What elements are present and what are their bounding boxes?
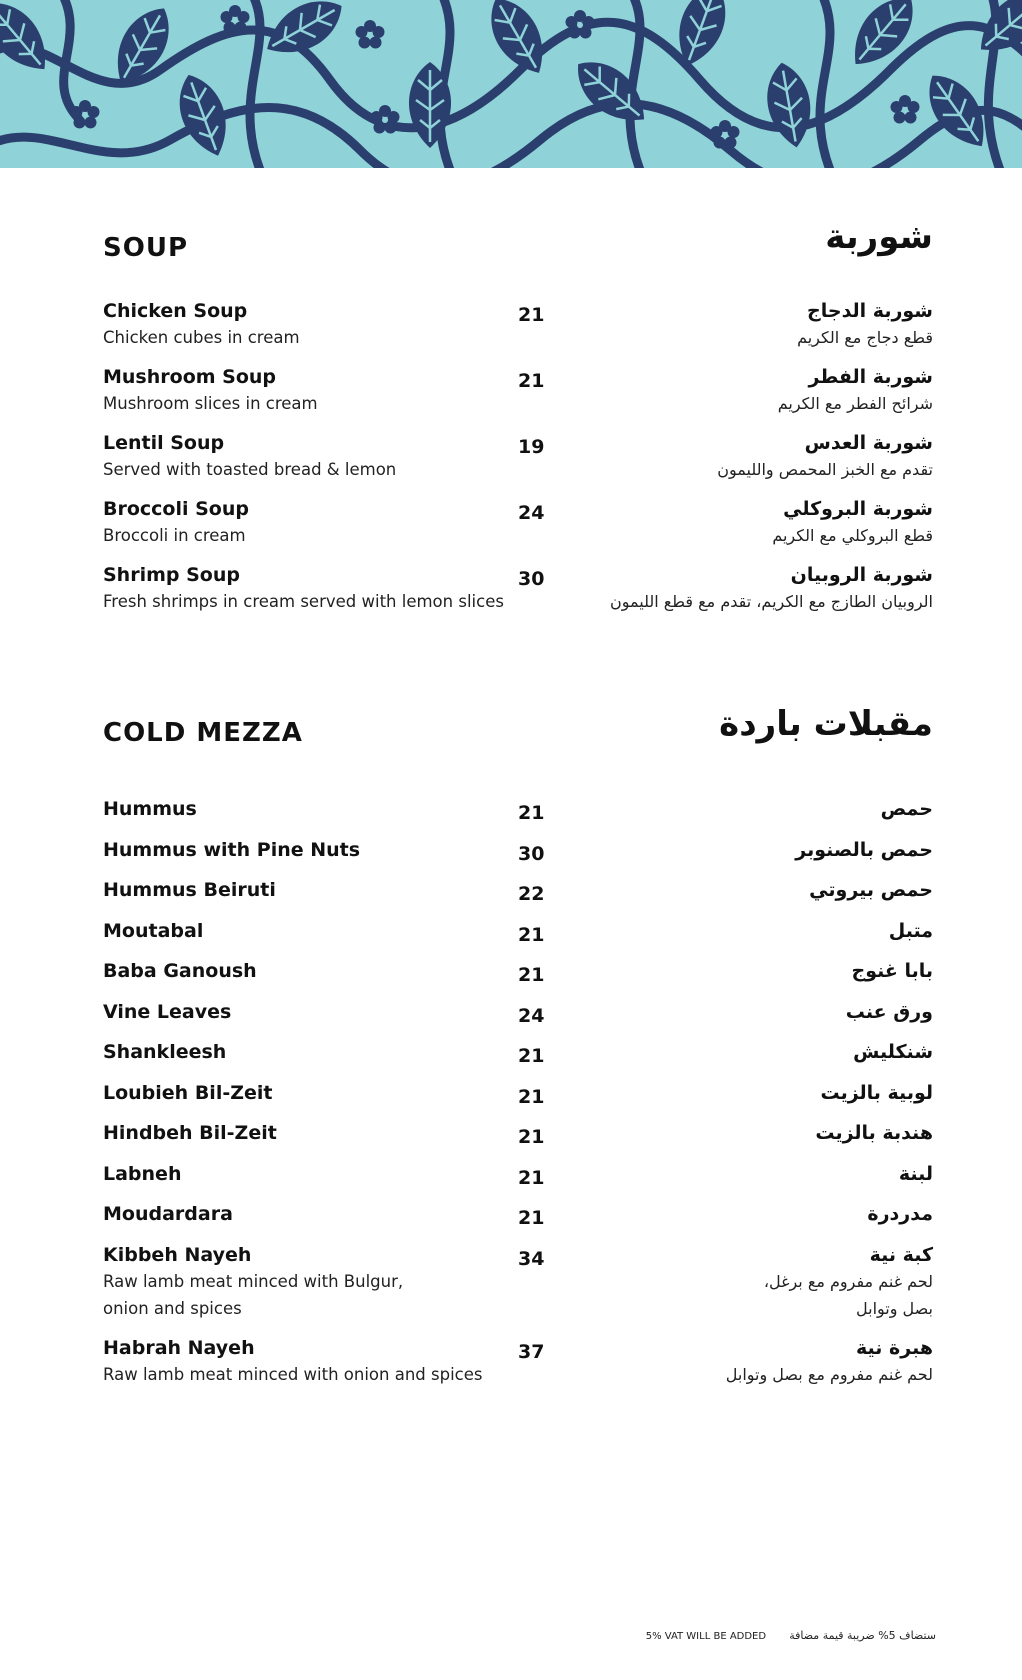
item-name-ar: شوربة العدس (804, 432, 933, 454)
item-price: 24 (518, 502, 545, 524)
item-name-en: Moutabal (103, 919, 204, 942)
item-name-ar: كبة نية (869, 1243, 933, 1266)
item-name-en: Shankleesh (103, 1041, 227, 1063)
soup-title-ar: شوربة (825, 217, 933, 257)
item-name-en: Hummus Beiruti (103, 879, 276, 901)
cold-mezza-title-en: COLD MEZZA (103, 718, 303, 748)
menu-item (103, 1163, 933, 1204)
item-desc-en: Raw lamb meat minced with onion and spices (103, 1364, 483, 1384)
item-price: 21 (518, 1207, 545, 1229)
menu-item (103, 366, 933, 432)
item-name-en: Hindbeh Bil-Zeit (103, 1122, 277, 1144)
item-desc-ar: قطع دجاج مع الكريم (797, 328, 933, 347)
item-name-en: Vine Leaves (103, 1000, 232, 1023)
item-name-en: Baba Ganoush (103, 960, 257, 982)
item-desc-en: Broccoli in cream (103, 526, 246, 545)
item-price: 37 (518, 1340, 545, 1363)
item-price: 30 (518, 568, 545, 590)
menu-item (103, 1041, 933, 1082)
item-name-en: Hummus with Pine Nuts (103, 838, 361, 861)
item-name-en: Hummus (103, 798, 197, 820)
item-price: 21 (518, 1085, 545, 1108)
item-price: 21 (518, 923, 545, 946)
vat-note-en: 5% VAT WILL BE ADDED (645, 1631, 767, 1642)
item-name-ar: حمص (880, 798, 933, 820)
item-desc-ar: شرائح الفطر مع الكريم (777, 394, 933, 413)
cold-mezza-section-header (103, 704, 933, 770)
item-name-en: Moudardara (103, 1203, 233, 1225)
menu-item (103, 839, 933, 880)
menu-item (103, 960, 933, 1001)
menu-item (103, 1122, 933, 1163)
item-name-ar: شوربة الدجاج (807, 300, 933, 322)
item-name-ar: شنكليش (853, 1041, 933, 1063)
vat-note-ar: ستضاف 5% ضريبة قيمة مضافة (789, 1629, 936, 1642)
cold-mezza-section (103, 704, 933, 770)
item-name-ar: حمص بالصنوبر (795, 838, 933, 861)
floral-pattern-image (0, 0, 1022, 168)
menu-item (103, 920, 933, 961)
menu-item (103, 1337, 933, 1397)
item-name-en: Habrah Nayeh (103, 1336, 255, 1359)
menu-item (103, 1001, 933, 1042)
item-price: 21 (518, 802, 545, 824)
item-desc-en: Served with toasted bread & lemon (103, 460, 397, 479)
cold-mezza-items (103, 798, 933, 1397)
item-name-ar: شوربة الروبيان (790, 564, 933, 586)
menu-item (103, 564, 933, 630)
menu-item (103, 498, 933, 564)
item-name-ar: بابا غنوج (851, 960, 933, 982)
item-name-ar: شوربة الفطر (808, 366, 933, 388)
menu-item (103, 1082, 933, 1123)
soup-section-header (103, 217, 933, 285)
item-desc-ar: بصل وتوابل (856, 1298, 933, 1318)
header-pattern-banner (0, 0, 1022, 168)
item-name-ar: مدردرة (867, 1203, 933, 1225)
item-desc-en: Chicken cubes in cream (103, 328, 300, 347)
item-name-en: Shrimp Soup (103, 564, 240, 586)
item-name-en: Lentil Soup (103, 432, 225, 454)
item-price: 30 (518, 842, 545, 865)
item-name-en: Chicken Soup (103, 300, 248, 322)
item-price: 21 (518, 1126, 545, 1148)
item-name-en: Broccoli Soup (103, 498, 249, 520)
item-price: 21 (518, 370, 545, 392)
soup-section (103, 217, 933, 285)
menu-item (103, 798, 933, 839)
soup-title-en: SOUP (103, 233, 188, 263)
menu-item (103, 879, 933, 920)
vat-footer (626, 1629, 936, 1642)
item-price: 34 (518, 1247, 545, 1270)
item-desc-ar: لحم غنم مفروم مع برغل، (763, 1271, 933, 1291)
item-desc-en: onion and spices (103, 1298, 242, 1318)
item-name-en: Mushroom Soup (103, 366, 277, 388)
item-name-ar: لبنة (898, 1162, 933, 1185)
item-name-ar: هبرة نية (856, 1336, 933, 1359)
item-price: 21 (518, 304, 545, 326)
item-desc-en: Mushroom slices in cream (103, 394, 318, 413)
menu-item (103, 300, 933, 366)
item-desc-ar: الروبيان الطازج مع الكريم، تقدم مع قطع الليمون (609, 592, 933, 611)
item-price: 21 (518, 1166, 545, 1189)
item-name-en: Kibbeh Nayeh (103, 1243, 252, 1266)
cold-mezza-title-ar: مقبلات باردة (719, 704, 933, 744)
soup-items (103, 300, 933, 630)
item-desc-ar: لحم غنم مفروم مع بصل وتوابل (725, 1364, 933, 1384)
item-price: 21 (518, 1045, 545, 1067)
item-desc-ar: تقدم مع الخبز المحمص والليمون (717, 460, 933, 479)
item-price: 19 (518, 436, 545, 458)
item-price: 22 (518, 883, 545, 905)
item-desc-ar: قطع البروكلي مع الكريم (772, 526, 933, 545)
item-desc-en: Raw lamb meat minced with Bulgur, (103, 1271, 404, 1291)
item-name-ar: هندبة بالزيت (815, 1122, 933, 1144)
item-name-ar: شوربة البروكلي (783, 498, 933, 520)
item-name-en: Loubieh Bil-Zeit (103, 1081, 273, 1104)
item-price: 24 (518, 1004, 545, 1027)
item-name-en: Labneh (103, 1162, 182, 1185)
menu-item (103, 1244, 933, 1337)
item-price: 21 (518, 964, 545, 986)
item-name-ar: متبل (888, 919, 933, 942)
menu-item (103, 1203, 933, 1244)
menu-item (103, 432, 933, 498)
item-name-ar: حمص بيروتي (809, 879, 933, 901)
item-desc-en: Fresh shrimps in cream served with lemon slices (103, 592, 504, 611)
item-name-ar: ورق عنب (845, 1000, 933, 1023)
item-name-ar: لوبية بالزيت (820, 1081, 933, 1104)
